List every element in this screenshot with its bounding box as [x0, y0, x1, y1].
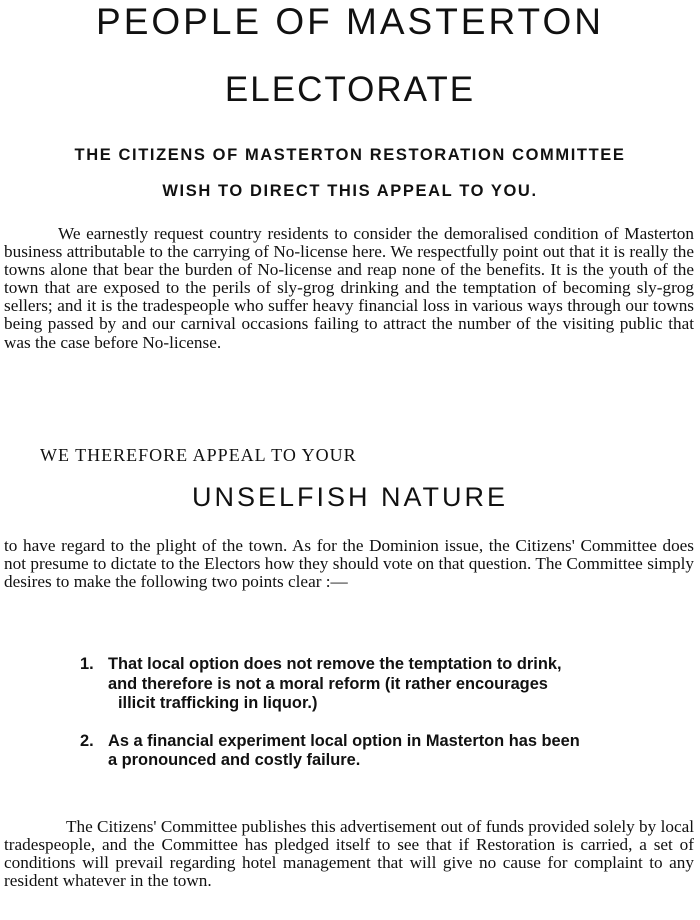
point-item: [0, 732, 700, 771]
point-item: [0, 655, 700, 714]
point-line: and therefore is not a moral reform (it rather encourages: [108, 674, 548, 693]
point-line: As a financial experiment local option in Masterton has been: [108, 731, 580, 750]
paragraph-funds-provided: The Citizens' Committee publishes this advertisement out of funds provided solely by local tradespeople, and the Committee has pledged itself to see that if Restoration is carried, a set of conditions will prevail regarding hotel management that will give no cause for complaint to any resident whatever in the town.: [4, 817, 694, 891]
point-line: illicit trafficking in liquor.): [118, 694, 318, 712]
headline-electorate: ELECTORATE: [224, 70, 476, 109]
unselfish-nature-heading: UNSELFISH NATURE: [191, 482, 509, 512]
paragraph-demoralised-condition: We earnestly request country residents to consider the demoralised condition of Masterton business attributable to the carrying of No-license here. We respectfully point out that it is really the towns alone that bear the burden of No-license and reap none of the benefits. It is the youth of the town that are exposed to the perils of sly-grog drinking and the temptation of becoming sly-grog sellers; and it is the tradespeople who suffer heavy financial loss in various ways through our towns being passed by and our carnival occasions failing to attract the number of the visiting public that was the case before No-license.: [4, 224, 694, 352]
appeal-line: WE THEREFORE APPEAL TO YOUR: [40, 445, 357, 465]
point-number: 2.: [80, 731, 94, 750]
paragraph-plight-of-town: to have regard to the plight of the town. As for the Dominion issue, the Citizens' Committee does not presume to dictate to the Electors how they should vote on that question. The Committee simply desires to make the following two points clear :—: [4, 536, 694, 592]
point-line: That local option does not remove the temptation to drink,: [108, 655, 562, 673]
point-line: a pronounced and costly failure.: [108, 751, 361, 769]
point-text: [108, 655, 698, 714]
wish-line: WISH TO DIRECT THIS APPEAL TO YOU.: [162, 182, 538, 200]
point-text: [108, 732, 698, 771]
points-list: [0, 655, 700, 789]
committee-line: THE CITIZENS OF MASTERTON RESTORATION COMMITTEE: [74, 146, 626, 164]
headline-people-of-masterton: PEOPLE OF MASTERTON: [96, 1, 604, 42]
point-number: 1.: [80, 655, 94, 673]
